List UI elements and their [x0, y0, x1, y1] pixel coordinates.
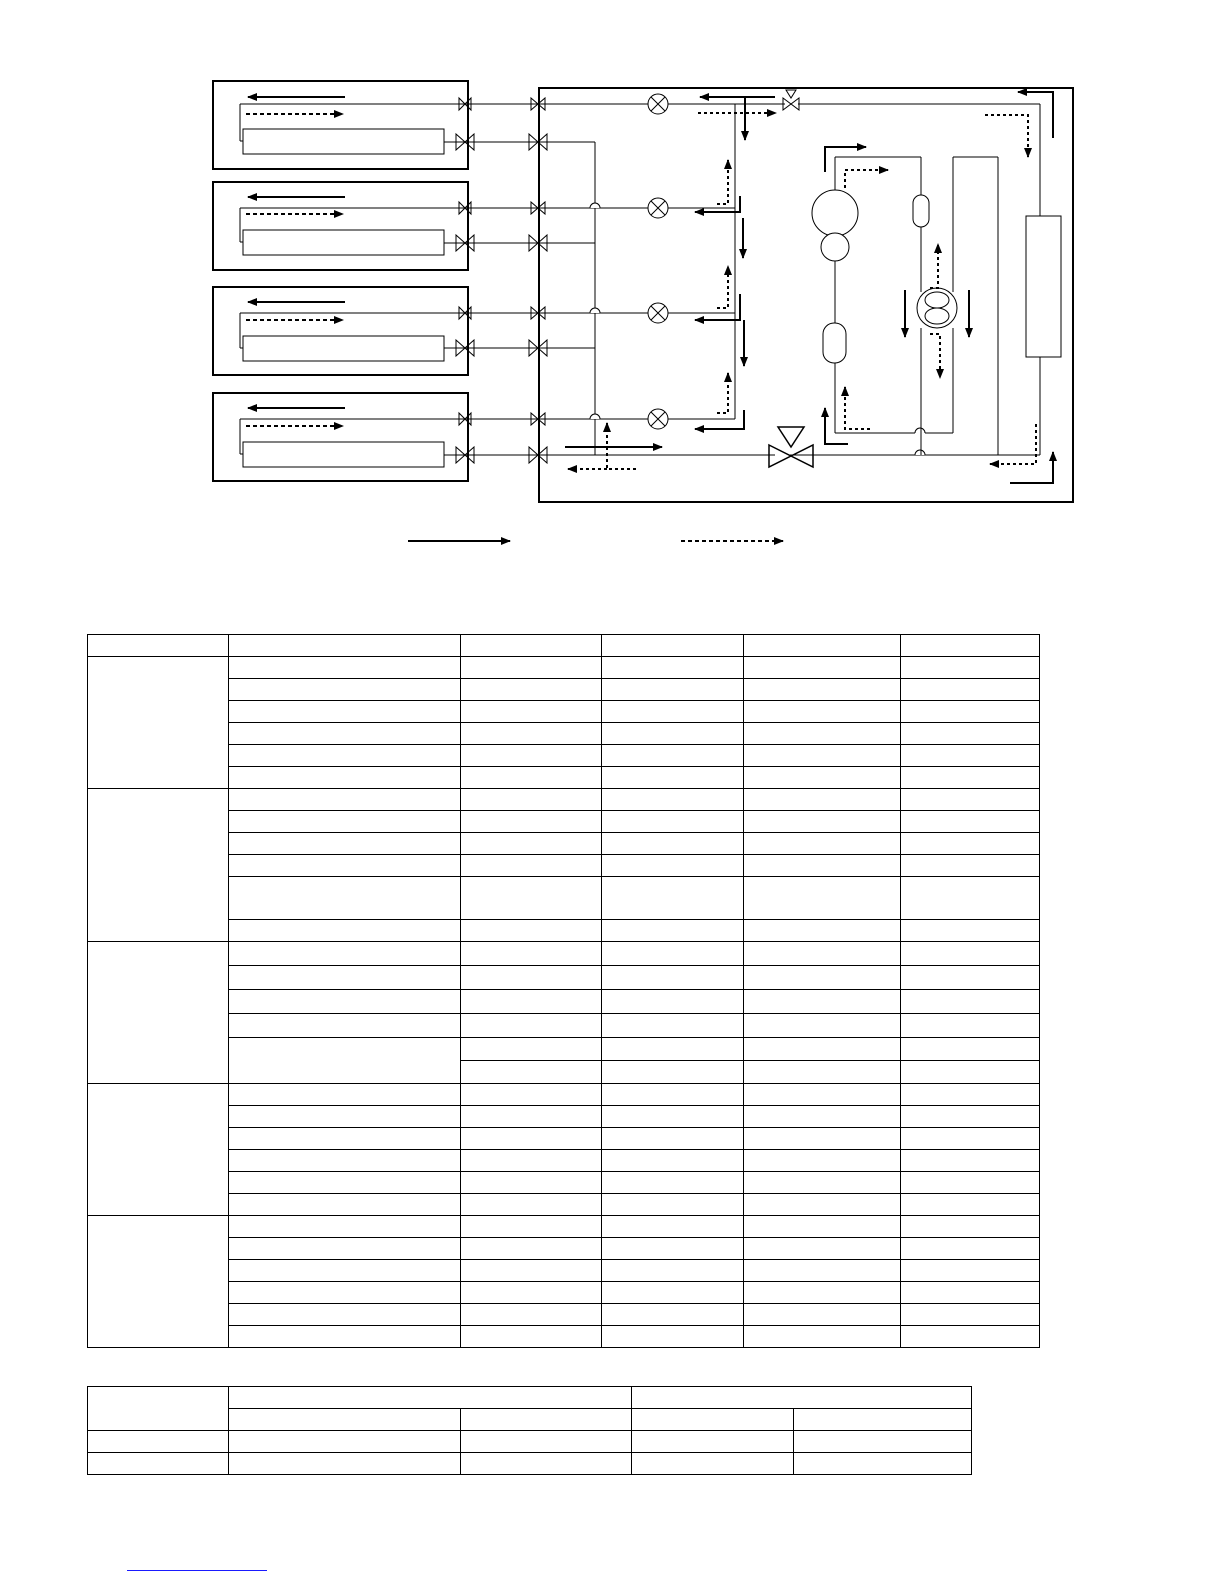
table-cell — [744, 1326, 901, 1348]
table-cell — [229, 1409, 461, 1431]
table-cell — [461, 920, 602, 942]
table-row — [88, 811, 1040, 833]
table-cell — [229, 1453, 461, 1475]
compressor — [812, 157, 858, 323]
table-row — [88, 789, 1040, 811]
table-cell — [229, 745, 461, 767]
table-cell — [461, 1038, 602, 1061]
table-row — [88, 966, 1040, 990]
table-cell — [602, 723, 744, 745]
table-cell — [461, 679, 602, 701]
table-cell — [602, 855, 744, 877]
table-row — [88, 767, 1040, 789]
table-cell — [229, 966, 461, 990]
table-cell — [901, 635, 1040, 657]
table-cell — [229, 990, 461, 1014]
table-cell — [744, 1014, 901, 1038]
table-cell — [901, 1282, 1040, 1304]
table-cell — [461, 1014, 602, 1038]
table-cell — [461, 745, 602, 767]
table-cell — [602, 701, 744, 723]
table-cell — [744, 767, 901, 789]
table-header-cell — [632, 1387, 972, 1409]
table-cell — [901, 1172, 1040, 1194]
table-cell — [602, 1304, 744, 1326]
specification-table — [87, 634, 1040, 1348]
table-cell — [744, 1128, 901, 1150]
table-cell — [744, 635, 901, 657]
group-label-cell — [88, 1216, 229, 1348]
indoor-unit-3 — [213, 287, 468, 375]
table-cell — [602, 1172, 744, 1194]
table-cell — [632, 1453, 794, 1475]
outdoor-flow-solid — [565, 92, 1053, 483]
table-row — [88, 920, 1040, 942]
table-cell — [229, 1106, 461, 1128]
table-cell — [744, 1216, 901, 1238]
table-cell — [229, 701, 461, 723]
table-cell — [744, 657, 901, 679]
table-cell — [461, 1128, 602, 1150]
table-cell — [461, 1409, 632, 1431]
table-cell — [229, 1084, 461, 1106]
table-row — [88, 1014, 1040, 1038]
table-cell — [602, 1128, 744, 1150]
table-cell — [461, 1061, 602, 1084]
table-row — [88, 1150, 1040, 1172]
table-cell — [901, 657, 1040, 679]
outdoor-heat-exchanger — [1026, 216, 1061, 357]
table-cell — [461, 811, 602, 833]
table-cell — [744, 833, 901, 855]
table-cell — [901, 701, 1040, 723]
table-row — [88, 1453, 972, 1475]
table-cell — [461, 1431, 632, 1453]
group-label-cell — [88, 1084, 229, 1216]
table-cell — [602, 1326, 744, 1348]
table-cell — [461, 1106, 602, 1128]
table-cell — [461, 657, 602, 679]
table-cell — [229, 1128, 461, 1150]
table-cell — [794, 1431, 972, 1453]
table-row — [88, 1084, 1040, 1106]
table-cell — [602, 679, 744, 701]
table-cell — [901, 811, 1040, 833]
table-cell — [602, 920, 744, 942]
table-cell — [901, 966, 1040, 990]
table-cell — [229, 942, 461, 966]
table-cell — [901, 745, 1040, 767]
table-cell — [229, 1194, 461, 1216]
table-row — [88, 1038, 1040, 1061]
table-cell — [229, 1150, 461, 1172]
table-cell — [229, 1304, 461, 1326]
refrigerant-flow-diagram — [0, 0, 1224, 600]
table-cell — [744, 723, 901, 745]
table-cell — [744, 1061, 901, 1084]
table-cell — [901, 789, 1040, 811]
table-cell — [901, 1014, 1040, 1038]
table-cell — [602, 1216, 744, 1238]
table-cell — [744, 679, 901, 701]
table-cell — [901, 1061, 1040, 1084]
table-cell — [744, 1194, 901, 1216]
table-cell — [602, 1194, 744, 1216]
table-cell — [461, 1084, 602, 1106]
table-row — [88, 855, 1040, 877]
table-cell — [461, 1150, 602, 1172]
table-cell — [229, 1172, 461, 1194]
table-row — [88, 701, 1040, 723]
footer-link[interactable] — [127, 1556, 267, 1571]
table-cell — [461, 833, 602, 855]
table-cell — [632, 1431, 794, 1453]
table-cell — [461, 635, 602, 657]
table-row — [88, 723, 1040, 745]
table-cell — [602, 942, 744, 966]
pipe-size-table — [87, 1386, 972, 1475]
check-valve-top — [783, 90, 799, 110]
table-cell — [229, 635, 461, 657]
table-cell — [602, 1282, 744, 1304]
table-cell — [744, 1238, 901, 1260]
table-row — [88, 942, 1040, 966]
table-row — [88, 1326, 1040, 1348]
indoor-unit-4 — [213, 393, 468, 481]
table-header-cell — [229, 1387, 632, 1409]
table-row — [88, 679, 1040, 701]
table-header-cell — [88, 1387, 229, 1431]
table-cell — [744, 1172, 901, 1194]
table-cell — [229, 855, 461, 877]
table-cell — [602, 745, 744, 767]
table-cell — [744, 1260, 901, 1282]
table-cell — [744, 1150, 901, 1172]
table-cell — [901, 942, 1040, 966]
table-row — [88, 1106, 1040, 1128]
table-cell — [461, 1326, 602, 1348]
table-cell — [602, 990, 744, 1014]
pipe-crossovers — [590, 203, 925, 455]
table-cell — [229, 1326, 461, 1348]
table-cell — [602, 1084, 744, 1106]
table-cell — [229, 767, 461, 789]
table-row — [88, 1282, 1040, 1304]
table-row — [88, 990, 1040, 1014]
main-two-way-valve — [769, 427, 813, 467]
table-cell — [744, 1106, 901, 1128]
table-row — [88, 1431, 972, 1453]
spec-table-body — [88, 635, 1040, 1348]
table-cell — [602, 1106, 744, 1128]
table-cell — [744, 942, 901, 966]
table-cell — [744, 811, 901, 833]
table-cell — [901, 1038, 1040, 1061]
table-cell — [461, 723, 602, 745]
table-cell — [229, 679, 461, 701]
table-row — [88, 1216, 1040, 1238]
table-cell — [602, 657, 744, 679]
table-row — [88, 745, 1040, 767]
table-cell — [461, 855, 602, 877]
table-header-row — [88, 1387, 972, 1409]
table-cell — [461, 1172, 602, 1194]
expansion-valves — [648, 94, 668, 429]
outdoor-unit — [539, 88, 1073, 502]
table-cell — [229, 1014, 461, 1038]
table-cell — [901, 1128, 1040, 1150]
table-cell — [229, 877, 461, 920]
indoor-unit-2 — [213, 182, 468, 270]
table-cell — [602, 789, 744, 811]
table-cell — [901, 1216, 1040, 1238]
table-cell — [744, 966, 901, 990]
table-row — [88, 657, 1040, 679]
table-cell — [461, 942, 602, 966]
table-cell — [461, 1194, 602, 1216]
table-cell — [794, 1453, 972, 1475]
table-cell — [901, 1106, 1040, 1128]
table-cell — [901, 877, 1040, 920]
table-cell — [602, 1061, 744, 1084]
table-cell — [461, 1282, 602, 1304]
table-cell — [744, 877, 901, 920]
indoor-unit-1 — [213, 81, 468, 169]
table-cell — [88, 635, 229, 657]
table-cell — [901, 1304, 1040, 1326]
table-cell — [461, 1453, 632, 1475]
table-cell — [632, 1409, 794, 1431]
table-cell — [901, 679, 1040, 701]
outdoor-flow-dotted — [568, 113, 1036, 469]
table-cell — [229, 723, 461, 745]
table-row — [88, 1128, 1040, 1150]
table-cell — [901, 1084, 1040, 1106]
table-cell — [229, 811, 461, 833]
table-cell — [602, 811, 744, 833]
table-cell — [602, 767, 744, 789]
table-cell — [602, 1038, 744, 1061]
table-cell — [602, 1260, 744, 1282]
table-cell — [602, 1150, 744, 1172]
table-cell — [461, 1304, 602, 1326]
table-cell — [602, 1014, 744, 1038]
table-cell — [461, 1260, 602, 1282]
table-cell — [901, 1194, 1040, 1216]
table-row — [88, 877, 1040, 920]
table-row — [88, 635, 1040, 657]
group-label-cell — [88, 942, 229, 1084]
table-cell — [744, 1038, 901, 1061]
table-cell — [461, 1238, 602, 1260]
table-cell — [901, 1150, 1040, 1172]
table-cell — [229, 1260, 461, 1282]
table-cell — [744, 855, 901, 877]
table-cell — [229, 1282, 461, 1304]
table-cell — [229, 1038, 461, 1084]
table-row — [88, 1238, 1040, 1260]
table-cell — [602, 1238, 744, 1260]
table-cell — [901, 1260, 1040, 1282]
table-cell — [88, 1453, 229, 1475]
table-cell — [901, 1238, 1040, 1260]
table-cell — [461, 990, 602, 1014]
table-cell — [229, 1216, 461, 1238]
table-cell — [602, 833, 744, 855]
table-cell — [461, 701, 602, 723]
table-cell — [744, 701, 901, 723]
table-cell — [229, 1431, 461, 1453]
table-row — [88, 1172, 1040, 1194]
table-cell — [229, 920, 461, 942]
table-row — [88, 1304, 1040, 1326]
table-cell — [229, 789, 461, 811]
table-row — [88, 1260, 1040, 1282]
table-cell — [744, 990, 901, 1014]
table-cell — [602, 966, 744, 990]
table-cell — [461, 966, 602, 990]
table-cell — [744, 1282, 901, 1304]
table-cell — [229, 833, 461, 855]
table-cell — [901, 920, 1040, 942]
table-cell — [744, 745, 901, 767]
table-cell — [901, 990, 1040, 1014]
table-cell — [901, 1326, 1040, 1348]
table-cell — [744, 789, 901, 811]
table-cell — [461, 877, 602, 920]
table-row — [88, 833, 1040, 855]
accumulator — [823, 323, 915, 433]
table-cell — [229, 657, 461, 679]
table-cell — [461, 767, 602, 789]
service-valves — [456, 98, 547, 463]
table-cell — [602, 635, 744, 657]
table-cell — [602, 877, 744, 920]
table-cell — [901, 723, 1040, 745]
table-cell — [461, 789, 602, 811]
table-cell — [744, 920, 901, 942]
table-cell — [461, 1216, 602, 1238]
indoor-flow-arrows — [246, 97, 345, 426]
table-cell — [901, 767, 1040, 789]
table-cell — [744, 1304, 901, 1326]
table-cell — [88, 1431, 229, 1453]
table-row — [88, 1194, 1040, 1216]
group-label-cell — [88, 789, 229, 942]
table-cell — [901, 855, 1040, 877]
table-cell — [744, 1084, 901, 1106]
group-label-cell — [88, 657, 229, 789]
table-cell — [901, 833, 1040, 855]
table-cell — [794, 1409, 972, 1431]
table-cell — [229, 1238, 461, 1260]
